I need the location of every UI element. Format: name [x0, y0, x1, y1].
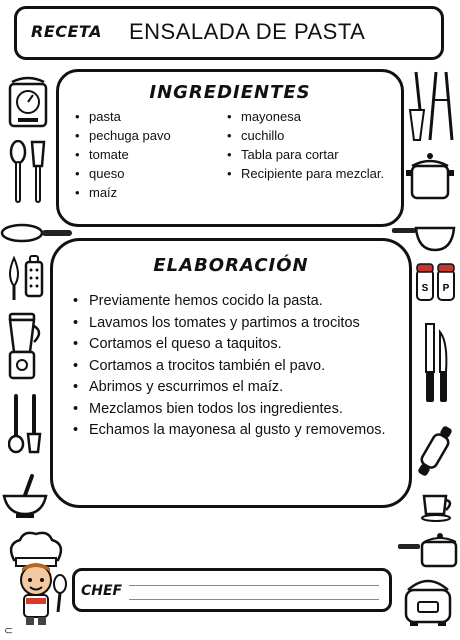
step-item: • Cortamos el queso a taquitos.: [73, 334, 399, 356]
list-item: • tomate: [75, 145, 171, 164]
ladles-icon: [8, 392, 44, 456]
kitchen-scale-icon: [6, 74, 50, 130]
step-item: • Cortamos a trocitos también el pavo.: [73, 356, 399, 378]
salt-pepper-icon: [414, 262, 458, 302]
ingredients-list-right: [227, 107, 384, 183]
list-item: • pasta: [75, 107, 171, 126]
step-item: • Lavamos los tomates y partimos a trocitos: [73, 313, 399, 335]
list-item: • Recipiente para mezclar.: [227, 164, 384, 183]
ingredients-list-left: [75, 107, 171, 202]
chef-boy-icon: [2, 530, 70, 630]
cooking-pot-icon: [404, 150, 456, 202]
salt-letter: S: [421, 283, 429, 294]
step-item: • Abrimos y escurrimos el maíz.: [73, 377, 399, 399]
list-item: • queso: [75, 164, 171, 183]
steps-list: [73, 291, 399, 442]
list-item: • Tabla para cortar: [227, 145, 384, 164]
tongs-icon: [406, 70, 460, 144]
writing-line: [129, 585, 379, 586]
whisk-grater-icon: [4, 254, 48, 302]
ingredients-box: [56, 69, 404, 227]
page-mark: ⊂: [4, 625, 14, 637]
list-item: • maíz: [75, 183, 171, 202]
mortar-icon: [2, 474, 48, 520]
list-item: • cuchillo: [227, 126, 384, 145]
blender-icon: [2, 312, 46, 382]
step-item: • Mezclamos bien todos los ingredientes.: [73, 399, 399, 421]
frying-pan-icon: [0, 222, 74, 244]
elaboration-heading: ELABORACIÓN: [153, 255, 309, 276]
rice-cooker-icon: [400, 572, 456, 628]
saucepan-icon: [392, 222, 458, 254]
ingredients-heading: INGREDIENTES: [149, 82, 311, 103]
step-item: • Echamos la mayonesa al gusto y removemos.: [73, 420, 399, 442]
list-item: • pechuga pavo: [75, 126, 171, 145]
recipe-title: ENSALADA DE PASTA: [129, 19, 366, 44]
recipe-label: RECETA: [31, 22, 102, 41]
rolling-pin-icon: [414, 418, 456, 484]
pepper-letter: P: [442, 283, 450, 294]
chef-label: CHEF: [81, 583, 123, 599]
cup-icon: [420, 490, 456, 524]
writing-line: [129, 599, 379, 600]
title-box: [14, 6, 444, 60]
chef-box: [72, 568, 392, 612]
list-item: • mayonesa: [227, 107, 384, 126]
small-pot-icon: [398, 532, 458, 568]
elaboration-box: [50, 238, 412, 508]
wooden-spoons-icon: [6, 140, 50, 206]
knives-icon: [422, 322, 452, 406]
step-item: • Previamente hemos cocido la pasta.: [73, 291, 399, 313]
